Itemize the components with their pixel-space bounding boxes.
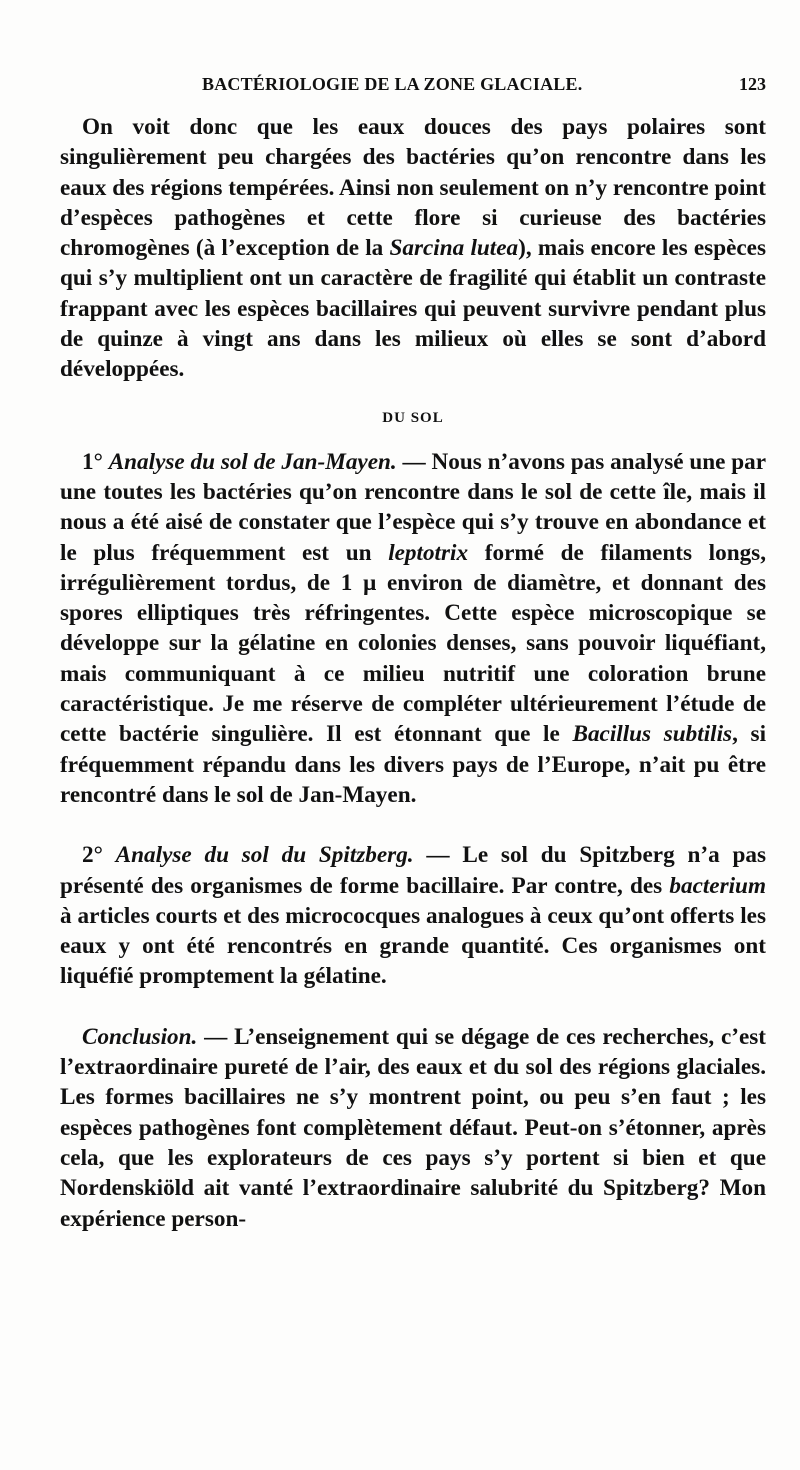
spitzberg-italic-bacterium: bacterium [669, 872, 766, 899]
running-title: BACTÉRIOLOGIE DE LA ZONE GLACIALE. [202, 74, 583, 94]
conclusion-paragraph [60, 1022, 766, 1234]
intro-text-end: ), mais encore les espèces qui s’y multiplient ont un caractère de fragilité qui établit un contraste frappant avec les espèces bacillaires qui peuvent survivre pendant plus de quinze à vingt ans dans les milieux où elles se sont d’abord développées. [60, 235, 766, 383]
paragraph-gap [60, 992, 766, 1022]
jan-mayen-paragraph [60, 447, 766, 811]
jan-mayen-text-3: , si fréquemment répandu dans les divers pays de l’Europe, n’ait pu être rencontré dans le sol de Jan-Mayen. [60, 721, 767, 808]
jan-mayen-number: 1° [82, 448, 109, 475]
jan-mayen-text-1: — Nous n’avons pas analysé une par une toutes les bactéries qu’on rencontre dans le sol de cette île, mais il nous a été aisé de constater que l’espèce qui s’y trouve en abondance et le plus fréquemment est un [60, 448, 767, 566]
intro-italic-sarcina: Sarcina lutea [389, 235, 519, 262]
spitzberg-paragraph [60, 840, 766, 991]
conclusion-text: — L’enseignement qui se dégage de ces recherches, c’est l’extraordinaire pureté de l’air, des eaux et du sol des régions glaciales. Les formes bacillaires ne s’y montrent point, ou peu s’en faut ; les espèces pathogènes font complètement défaut. Peut-on s’étonner, après cela, que les explorateurs de ces pays s’y portent si bien et que Nordenskiöld ait vanté l’extraordinaire salubrité du Spitzberg? Mon expérience person- [60, 1023, 766, 1232]
jan-mayen-title: Analyse du sol de Jan-Mayen. [108, 448, 397, 475]
spitzberg-number: 2° [82, 842, 116, 869]
body-text [60, 112, 766, 1234]
spitzberg-text-1: — Le sol du Spitzberg n’a pas présenté des organismes de forme bacillaire. Par contre, des [60, 842, 766, 899]
jan-mayen-italic-leptotrix: leptotrix [388, 539, 469, 566]
jan-mayen-text-2: formé de filaments longs, irrégulièrement tordus, de 1 µ environ de diamètre, et donnant des spores elliptiques très réfringentes. Cette espèce microscopique se développe sur la gélatine en colonies denses, sans pouvoir liquéfiant, mais communiquant à ce milieu nutritif une coloration brune caractéristique. Je me réserve de compléter ultérieurement l’étude de cette bactérie singulière. Il est étonnant que le [60, 539, 767, 748]
spitzberg-title: Analyse du sol du Spitzberg. [115, 842, 414, 869]
jan-mayen-italic-bacillus: Bacillus subtilis [572, 721, 733, 748]
running-head [60, 74, 766, 104]
spitzberg-text-2: à articles courts et des micrococques analogues à ceux qu’ont offerts les eaux y ont été rencontrés en grande quantité. Ces organismes ont liquéfié promptement la gélatine. [60, 902, 766, 990]
conclusion-title: Conclusion. [82, 1023, 198, 1050]
section-heading: DU SOL [382, 409, 444, 426]
page-number: 123 [739, 74, 766, 94]
paragraph-gap [60, 810, 766, 840]
intro-paragraph [60, 112, 766, 385]
intro-text: On voit donc que les eaux douces des pays polaires sont singulièrement peu chargées des bactéries qu’on rencontre dans les eaux des régions tempérées. Ainsi non seulement on n’y rencontre point d’espèces pathogènes et cette flore si curieuse des bactéries chromogènes (à l’exception de la [60, 114, 766, 262]
